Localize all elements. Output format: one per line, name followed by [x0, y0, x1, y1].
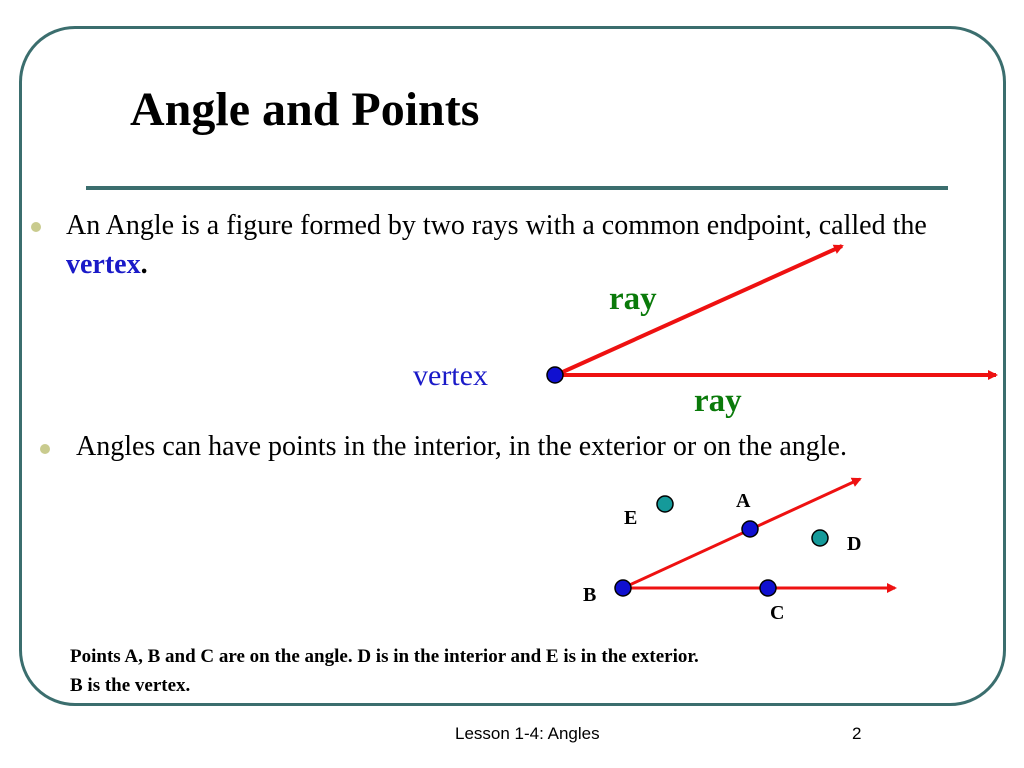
point-a-label: A	[736, 490, 751, 512]
angle-diagram-2	[583, 479, 895, 624]
bullet-1-text-after: .	[140, 249, 148, 280]
bullet-1-highlight: vertex	[66, 249, 141, 280]
point-a	[742, 521, 758, 537]
point-e	[657, 496, 673, 512]
bullet-1-text-before: An Angle is a figure formed by two rays with a common endpoint, called the	[66, 210, 927, 241]
vertex-point	[547, 367, 563, 383]
upper-ray	[556, 246, 842, 375]
bullet-2-text-content: Angles can have points in the interior, in the exterior or on the angle.	[76, 431, 847, 462]
caption-line-2: B is the vertex.	[70, 675, 191, 696]
point-b-label: B	[583, 584, 597, 606]
point-d	[812, 530, 828, 546]
lower-ray-label: ray	[694, 383, 742, 419]
point-e-label: E	[624, 507, 638, 529]
upper-ray-label: ray	[609, 281, 657, 317]
caption	[70, 642, 699, 700]
vertex-label: vertex	[413, 359, 488, 392]
footer-lesson-title: Lesson 1-4: Angles	[455, 724, 600, 743]
footer-page-number: 2	[852, 724, 862, 743]
angle-diagram-1	[413, 246, 996, 419]
point-d-label: D	[847, 533, 862, 555]
point-c-label: C	[770, 602, 785, 624]
caption-line-1: Points A, B and C are on the angle. D is in the interior and E is in the exterior.	[70, 646, 699, 667]
slide-title: Angle and Points	[130, 83, 480, 136]
point-b	[615, 580, 631, 596]
point-c	[760, 580, 776, 596]
